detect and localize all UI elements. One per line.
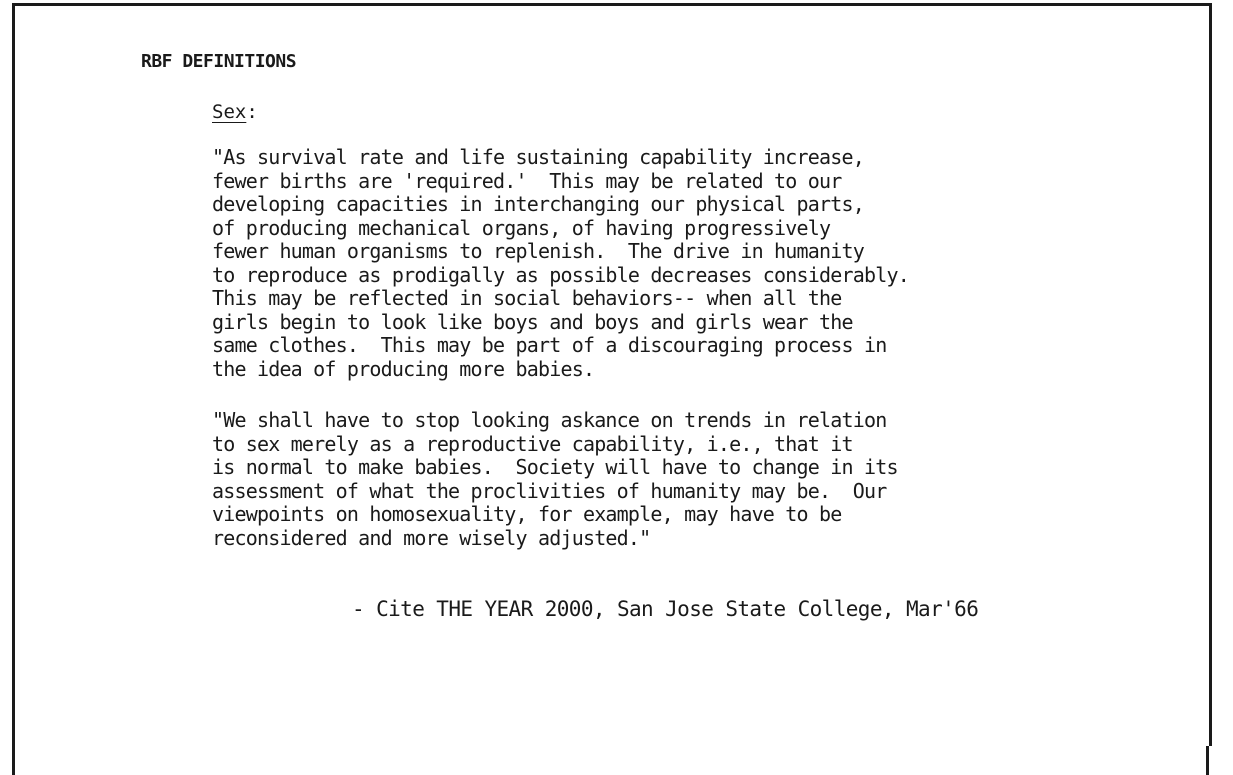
paragraph-1-line: fewer births are 'required.' This may be related to our — [212, 168, 842, 193]
paragraph-1-line: "As survival rate and life sustaining capability increase, — [212, 145, 864, 169]
next-page-right-border — [1206, 746, 1209, 775]
paragraph-1 — [212, 146, 1112, 381]
section-title — [212, 101, 258, 123]
citation: - Cite THE YEAR 2000, San Jose State College, Mar'66 — [352, 597, 979, 621]
paragraph-2-line: assessment of what the proclivities of humanity may be. Our — [212, 478, 887, 503]
next-page-edge — [0, 746, 1233, 775]
paragraph-1-line: girls begin to look like boys and boys and girls wear the — [212, 309, 853, 334]
next-page-left-border — [12, 746, 15, 775]
paragraph-1-line: This may be reflected in social behaviors-- when all the — [212, 286, 842, 310]
paragraph-1-line: same clothes. This may be part of a discouraging process in — [212, 333, 887, 357]
paragraph-1-line: to reproduce as prodigally as possible decreases considerably. — [212, 262, 909, 287]
paragraph-2-line: to sex merely as a reproductive capability, i.e., that it — [212, 431, 853, 456]
paragraph-2-line: reconsidered and more wisely adjusted." — [212, 525, 651, 550]
paragraph-2 — [212, 409, 1112, 550]
paragraph-1-line: developing capacities in interchanging our physical parts, — [212, 192, 864, 216]
paragraph-2-line: is normal to make babies. Society will have to change in its — [212, 455, 898, 479]
paragraph-1-line: the idea of producing more babies. — [212, 356, 595, 381]
section-title-colon: : — [246, 101, 258, 123]
paragraph-2-line: "We shall have to stop looking askance on trends in relation — [212, 408, 887, 432]
paragraph-1-line: fewer human organisms to replenish. The drive in humanity — [212, 239, 864, 263]
paragraph-1-line: of producing mechanical organs, of having progressively — [212, 215, 831, 240]
document-heading: RBF DEFINITIONS — [141, 51, 297, 72]
section-title-text: Sex — [212, 101, 247, 123]
paragraph-2-line: viewpoints on homosexuality, for example, may have to be — [212, 502, 842, 526]
